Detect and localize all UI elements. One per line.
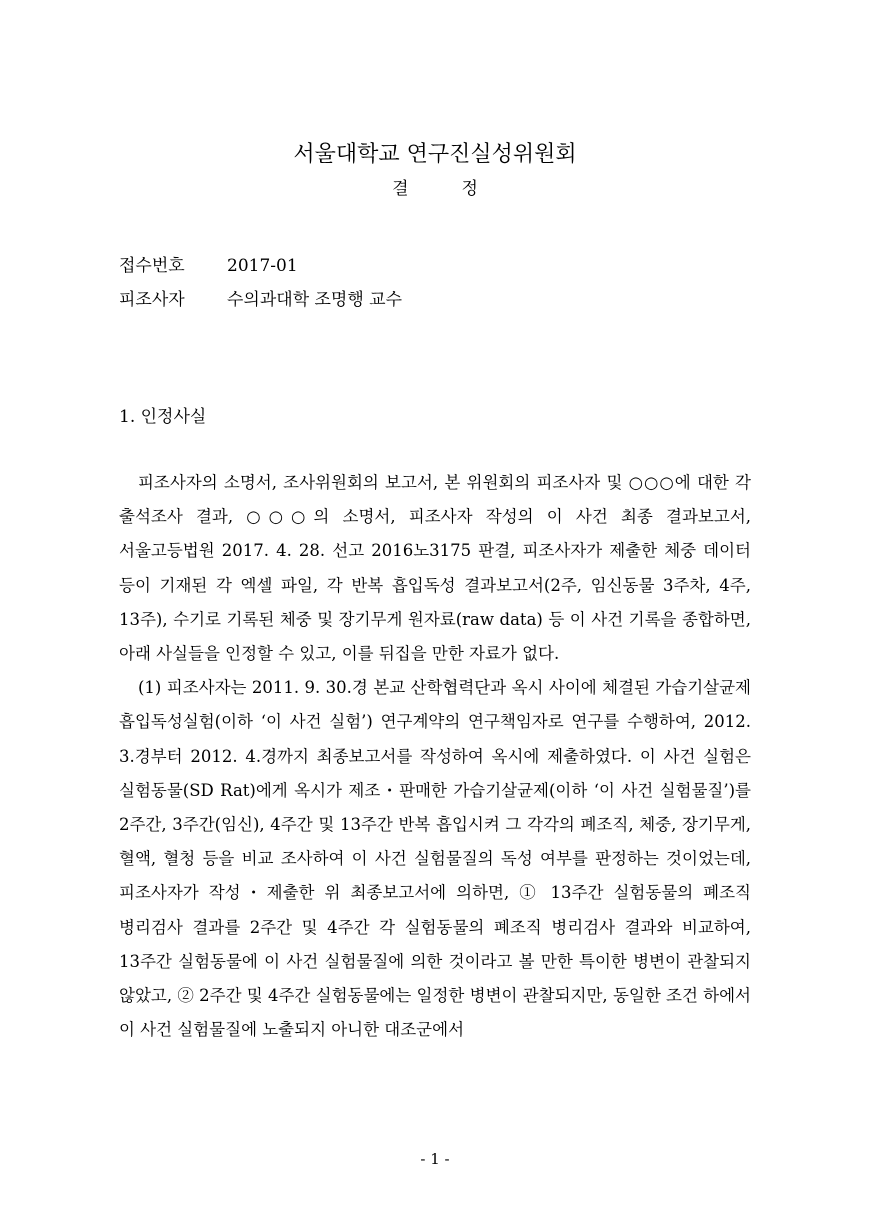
paragraph: 피조사자의 소명서, 조사위원회의 보고서, 본 위원회의 피조사자 및 ○○○에 대한 각 출석조사 결과, ○○○의 소명서, 피조사자 작성의 이 사건 최종 결과보고서, 서울고등법원 2017. 4. 28. 선고 2016노3175 판결, 피조사자가 제출한 체중 데이터 등이 기재된 각 엑셀 파일, 각 반복 흡입독성 결과보고서(2주, 임신동물 3주차, 4주, 13주), 수기로 기록된 체중 및 장기무게 원자료(raw data) 등 이 사건 기록을 종합하면, 아래 사실들을 인정할 수 있고, 이를 뒤집을 만한 자료가 없다. — [119, 473, 751, 664]
document-title: 서울대학교 연구진실성위원회 — [293, 142, 577, 167]
page-number: - 1 - — [420, 1150, 450, 1168]
respondent-row — [119, 287, 402, 313]
case-number-row — [119, 253, 298, 279]
section-heading: 1. 인정사실 — [119, 407, 207, 427]
document-subtitle: 결 정 — [392, 179, 502, 199]
paragraph: (1) 피조사자는 2011. 9. 30.경 본교 산학협력단과 옥시 사이에 체결된 가습기살균제 흡입독성실험(이하 ‘이 사건 실험’) 연구계약의 연구책임자로 연구를 수행하여, 2012. 3.경부터 2012. 4.경까지 최종보고서를 작성하여 옥시에 제출하였다. 이 사건 실험은 실험동물(SD Rat)에게 옥시가 제조・판매한 가습기살균제(이하 ‘이 사건 실험물질’)를 2주간, 3주간(임신), 4주간 및 13주간 반복 흡입시켜 그 각각의 폐조직, 체중, 장기무게, 혈액, 혈청 등을 비교 조사하여 이 사건 실험물질의 독성 여부를 판정하는 것이었는데, 피조사자가 작성・제출한 위 최종보고서에 의하면, ① 13주간 실험동물의 폐조직 병리검사 결과를 2주간 및 4주간 각 실험동물의 폐조직 병리검사 결과와 비교하여, 13주간 실험동물에 이 사건 실험물질에 의한 것이라고 볼 만한 특이한 병변이 관찰되지 않았고, ② 2주간 및 4주간 실험동물에는 일정한 병변이 관찰되지만, 동일한 조건 하에서 이 사건 실험물질에 노출되지 아니한 대조군에서 — [119, 678, 751, 1040]
respondent-label: 피조사자 — [119, 290, 185, 310]
case-number-label: 접수번호 — [119, 256, 185, 276]
case-number-value: 2017-01 — [227, 256, 298, 276]
respondent-value: 수의과대학 조명행 교수 — [227, 290, 403, 310]
document-body — [119, 466, 751, 1047]
